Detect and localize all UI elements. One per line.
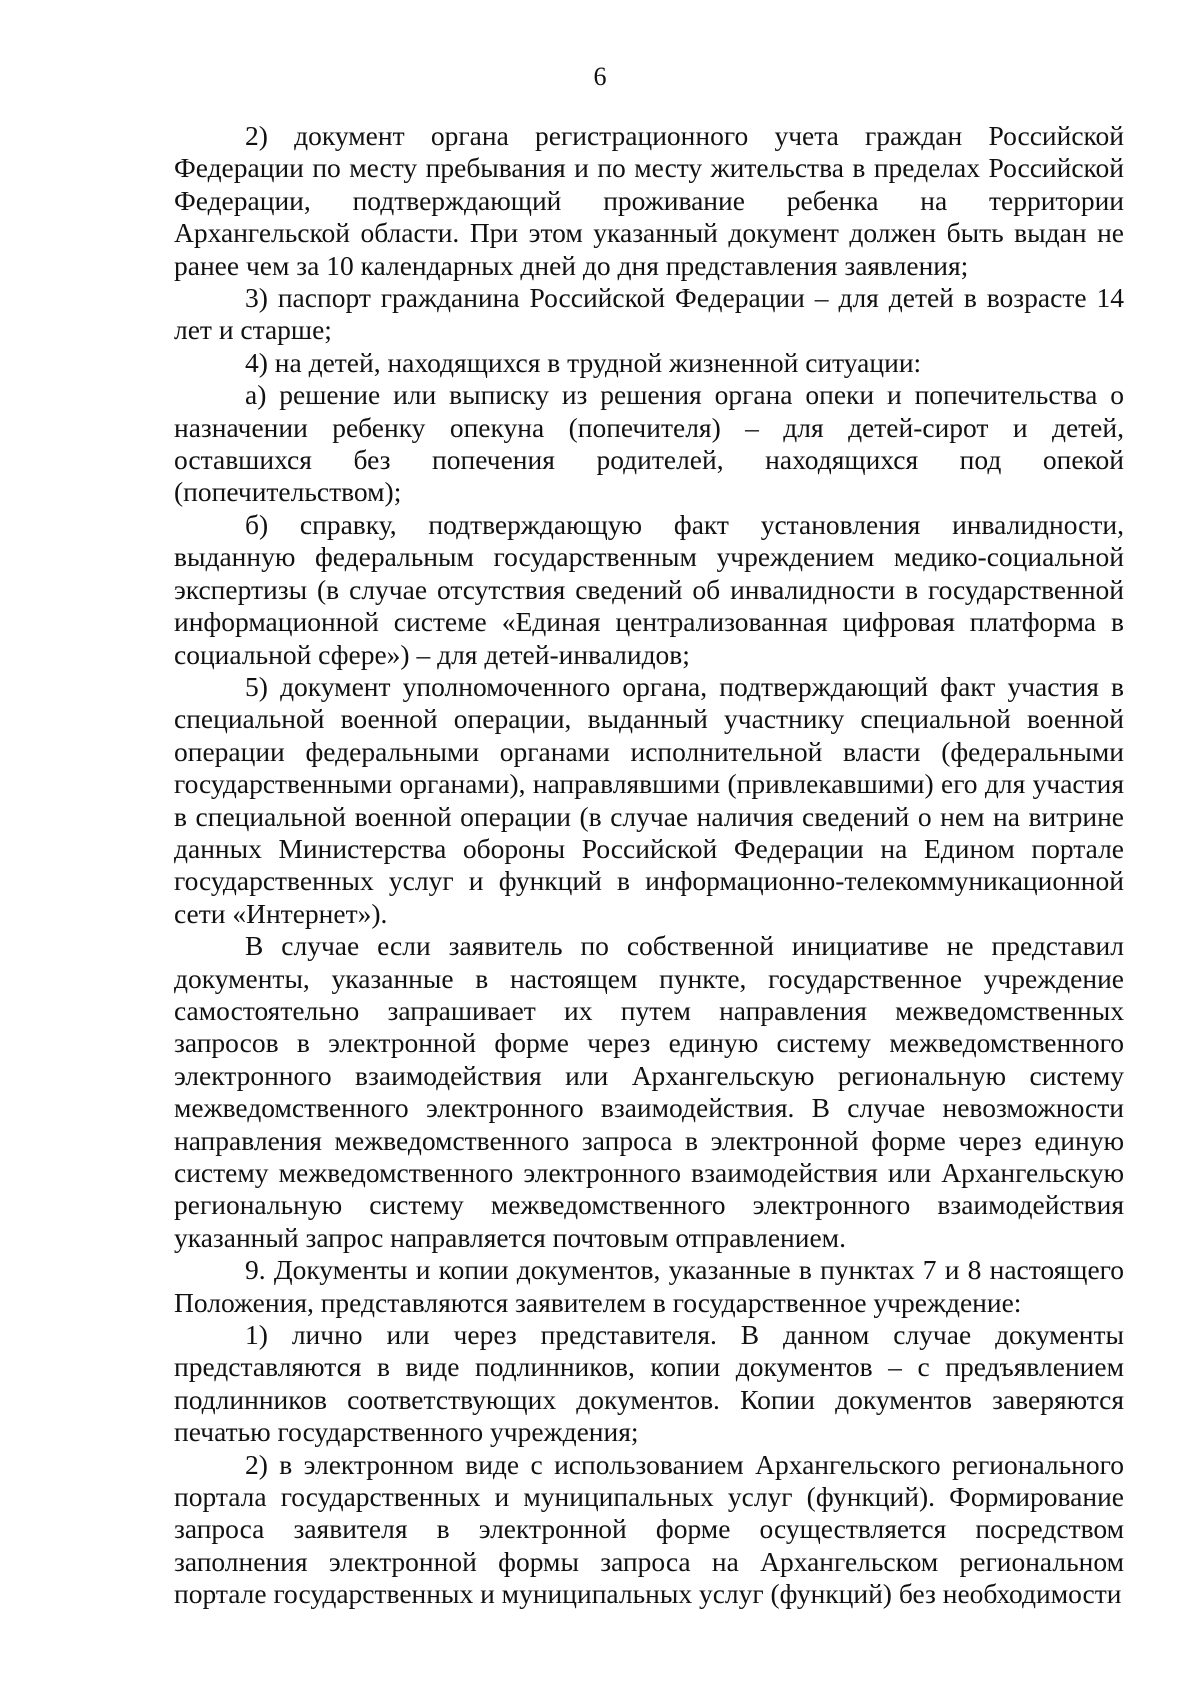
paragraph-subitem-a: а) решение или выписку из решения органа опеки и попечительства о назначении ребенку опекуна (попечителя) – для детей-сирот и детей, оставшихся без попечения родителей, находящихся под опекой (попечительством); (174, 379, 1124, 508)
paragraph-interagency-requests: В случае если заявитель по собственной инициативе не представил документы, указанные в настоящем пункте, государственное учреждение самостоятельно запрашивает их путем направления межведомственных запросов в электронной форме через единую систему межведомственного электронного взаимодействия или Архангельскую региональную систему межведомственного электронного взаимодействия. В случае невозможности направления межведомственного запроса в электронной форме через единую систему межведомственного электронного взаимодействия или Архангельскую региональную систему межведомственного электронного взаимодействия указанный запрос направляется почтовым отправлением. (174, 930, 1124, 1253)
paragraph-item-3: 3) паспорт гражданина Российской Федерации – для детей в возрасте 14 лет и старше; (174, 282, 1124, 346)
paragraph-section-9: 9. Документы и копии документов, указанные в пунктах 7 и 8 настоящего Положения, представляются заявителем в государственное учреждение: (174, 1254, 1124, 1318)
paragraph-item-2: 2) документ органа регистрационного учета граждан Российской Федерации по месту пребывания и по месту жительства в пределах Российской Федерации, подтверждающий проживание ребенка на территории Архангельской области. При этом указанный документ должен быть выдан не ранее чем за 10 календарных дней до дня представления заявления; (174, 120, 1124, 281)
paragraph-item-5: 5) документ уполномоченного органа, подтверждающий факт участия в специальной военной операции, выданный участнику специальной военной операции федеральными органами исполнительной власти (федеральными государственными органами), направлявшими (привлекавшими) его для участия в специальной военной операции (в случае наличия сведений о нем на витрине данных Министерства обороны Российской Федерации на Едином портале государственных услуг и функций в информационно-телекоммуникационной сети «Интернет»). (174, 670, 1124, 929)
paragraph-submission-in-person: 1) лично или через представителя. В данном случае документы представляются в виде подлинников, копии документов – с предъявлением подлинников соответствующих документов. Копии документов заверяются печатью государственного учреждения; (174, 1319, 1124, 1448)
paragraph-item-4: 4) на детей, находящихся в трудной жизненной ситуации: (245, 346, 922, 378)
document-body (174, 120, 1124, 1611)
paragraph-subitem-b: б) справку, подтверждающую факт установления инвалидности, выданную федеральным государственным учреждением медико-социальной экспертизы (в случае отсутствия сведений об инвалидности в государственной информационной системе «Единая централизованная цифровая платформа в социальной сфере») – для детей-инвалидов; (174, 508, 1124, 670)
page-number: 6 (593, 62, 607, 91)
paragraph-submission-electronic: 2) в электронном виде с использованием Архангельского регионального портала государственных и муниципальных услуг (функций). Формирование запроса заявителя в электронной форме осуществляется посредством заполнения электронной формы запроса на Архангельском региональном портале государственных и муниципальных услуг (функций) без необходимости (174, 1448, 1124, 1610)
